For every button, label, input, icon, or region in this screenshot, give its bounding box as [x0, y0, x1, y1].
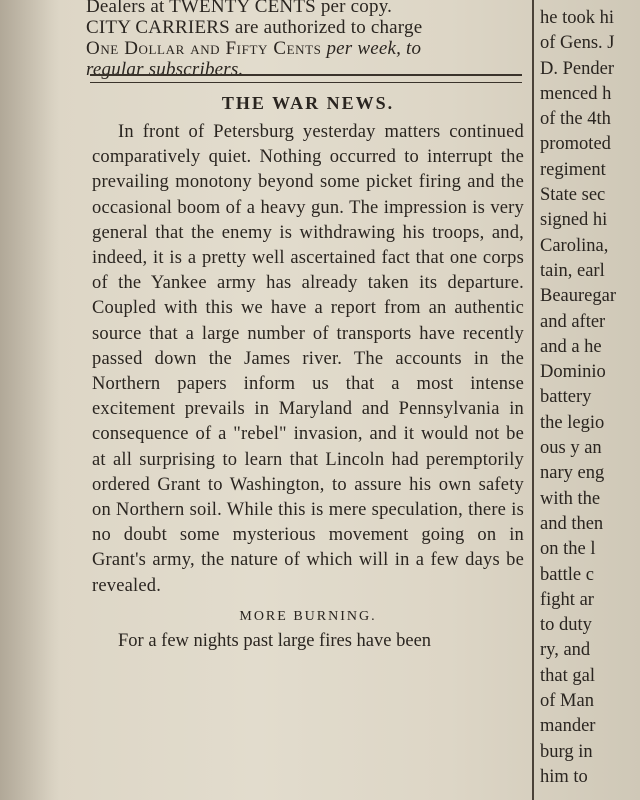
right-line: that gal: [540, 665, 595, 686]
right-line: promoted: [540, 134, 611, 155]
right-line: of the 4th: [540, 109, 611, 130]
notice-line-dealers: Dealers at TWENTY CENTS per copy.: [86, 0, 393, 17]
article-headline: THE WAR NEWS.: [221, 93, 395, 113]
right-line: to duty: [540, 615, 592, 636]
right-line: State sec: [540, 185, 606, 206]
right-line: fight ar: [540, 589, 594, 610]
right-line: of Gens. J: [540, 33, 615, 54]
notice-price-amount: One Dollar and Fifty Cents: [86, 38, 322, 59]
right-line: the legio: [540, 412, 605, 433]
right-line: battery: [540, 387, 592, 408]
right-line: mander: [540, 716, 596, 737]
right-line: signed hi: [540, 210, 608, 231]
article-body: In front of Petersburg yesterday matters continued comparatively quiet. Nothing occurred to interrupt the prevailing monotony beyond some picket firing and the occasional boom of a heavy gun. The impression is very general that the enemy is withdrawing his troops, and, indeed, it is a pretty well ascertained fact that one corps of the Yankee army has already taken its departure. Coupled with this we have a report from an authentic source that a large number of transports have recently passed down the James river. The accounts in the Northern papers inform us that a most intense excitement prevails in Maryland and Pennsylvania in consequence of a "rebel" invasion, and it would not be at all surprising to learn that Lincoln had peremptorily ordered Grant to Washington, to assure his own safety on Northern soil. While this is mere speculation, there is no doubt some mysterious movement going on in Grant's army, the nature of which will in a few days be revealed.: [92, 122, 524, 596]
right-line: Carolina,: [540, 235, 609, 256]
article-body-continued: For a few nights past large fires have been: [118, 630, 432, 651]
right-line: on the l: [540, 539, 596, 560]
right-line: menced h: [540, 83, 612, 104]
section-divider: [90, 74, 522, 83]
right-line: regiment: [540, 159, 606, 180]
right-line: nary eng: [540, 463, 605, 484]
subhead-more-burning: MORE BURNING.: [239, 608, 377, 624]
right-line: of Man: [540, 691, 594, 712]
right-column: [540, 0, 640, 800]
right-line: burg in: [540, 741, 593, 762]
right-line: with the: [540, 488, 601, 509]
subscription-notice: [86, 0, 528, 80]
notice-line-carriers: CITY CARRIERS are authorized to charge: [86, 17, 423, 38]
right-line: ous y an: [540, 438, 602, 459]
notice-line-subscribers: regular subscribers.: [86, 59, 244, 80]
right-line: and after: [540, 311, 606, 332]
right-line: tain, earl: [540, 260, 605, 281]
notice-price-period: per week, to: [321, 38, 422, 59]
column-rule: [532, 0, 534, 800]
page-edge-shadow: [0, 0, 60, 800]
right-line: him to: [540, 766, 588, 787]
right-line: battle c: [540, 564, 594, 585]
right-line: Beauregar: [540, 286, 617, 307]
left-column: [86, 0, 528, 800]
right-line: and then: [540, 513, 604, 534]
right-line: D. Pender: [540, 58, 614, 79]
right-line: he took hi: [540, 8, 614, 28]
notice-line-price: [86, 38, 528, 59]
war-news-article: [92, 92, 524, 654]
right-line: Dominio: [540, 362, 606, 383]
right-line: and a he: [540, 336, 602, 357]
right-line: ry, and: [540, 640, 591, 661]
